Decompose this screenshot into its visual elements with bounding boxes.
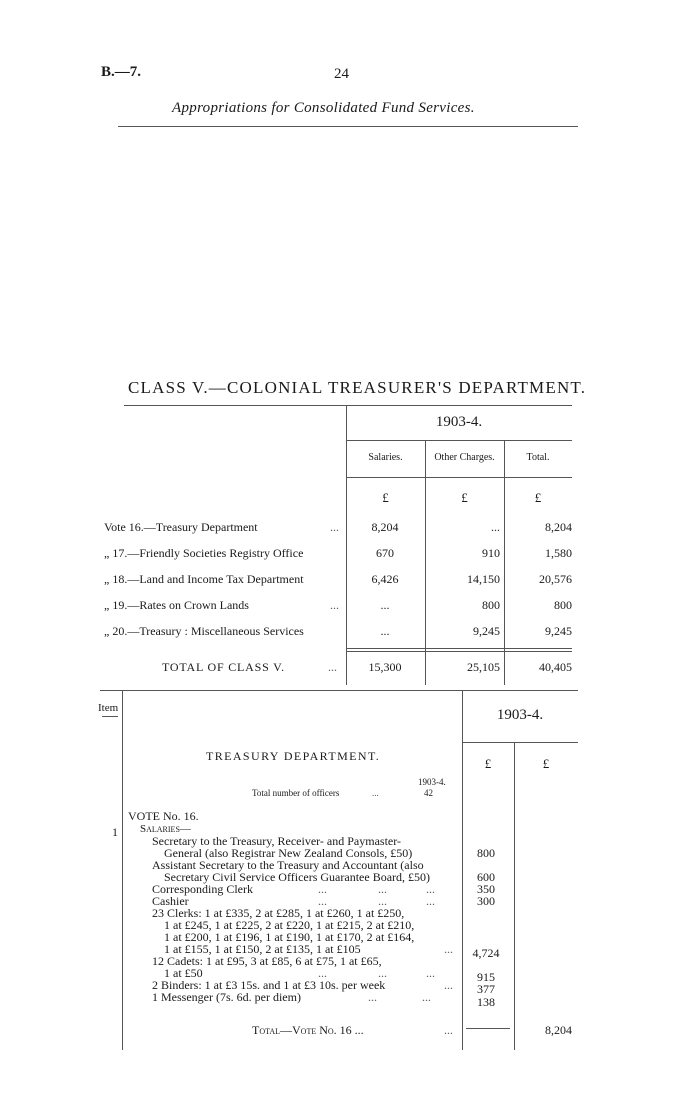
amount-cell: 4,724 xyxy=(472,946,500,960)
list-item: Assistant Secretary to the Treasury and Accountant (also xyxy=(152,858,424,872)
vote-heading: VOTE No. 16. xyxy=(128,809,199,823)
amount-cell: 800 xyxy=(477,846,495,860)
item-number: 1 xyxy=(112,825,118,839)
other-cell: 9,245 xyxy=(473,624,500,638)
vote-total-amount: 8,204 xyxy=(545,1023,572,1037)
department-title: TREASURY DEPARTMENT. xyxy=(206,749,381,763)
list-item: 2 Binders: 1 at £3 15s. and 1 at £3 10s. per week xyxy=(152,978,386,992)
total-cell: 800 xyxy=(554,598,572,612)
running-title: Appropriations for Consolidated Fund Services. xyxy=(172,100,475,116)
list-item: 23 Clerks: 1 at £335, 2 at £285, 1 at £260, 1 at £250, xyxy=(152,906,405,920)
list-item: 1 at £245, 1 at £225, 2 at £220, 1 at £215, 2 at £210, xyxy=(164,918,415,932)
column-divider xyxy=(346,405,347,685)
other-total: 25,105 xyxy=(467,660,500,674)
currency-symbol: £ xyxy=(534,490,542,505)
amount-cell: 600 xyxy=(477,870,495,884)
amount-cell: 138 xyxy=(477,995,495,1009)
total-cell: 9,245 xyxy=(545,624,572,638)
total-cell: 20,576 xyxy=(539,572,572,586)
salaries-cell: 8,204 xyxy=(371,520,399,534)
item-header: Item xyxy=(98,702,119,714)
total-cell: 1,580 xyxy=(545,546,572,560)
list-item: 1 at £155, 1 at £150, 2 at £135, 1 at £105 xyxy=(164,942,361,956)
table-top-rule xyxy=(124,405,572,406)
currency-symbol: £ xyxy=(484,756,492,771)
other-cell: 800 xyxy=(482,598,500,612)
salaries-cell: ... xyxy=(380,598,390,612)
salaries-cell: 670 xyxy=(376,546,394,560)
salaries-total: 15,300 xyxy=(368,660,402,674)
column-divider xyxy=(514,742,515,1050)
col-header-total: Total. xyxy=(526,452,550,463)
list-item: 1 at £50 xyxy=(164,966,203,980)
other-cell: 14,150 xyxy=(467,572,500,586)
total-label: TOTAL OF CLASS V. xyxy=(162,660,285,674)
page-number: 24 xyxy=(334,66,349,82)
header-rule xyxy=(118,126,578,127)
currency-symbol: £ xyxy=(461,490,468,505)
officers-label: Total number of officers xyxy=(252,788,340,798)
amount-cell: 350 xyxy=(477,882,495,896)
class-title: CLASS V.—COLONIAL TREASURER'S DEPARTMENT. xyxy=(128,378,587,397)
currency-symbol: £ xyxy=(542,756,550,771)
total-cell: 8,204 xyxy=(545,520,572,534)
col-header-other: Other Charges. xyxy=(434,452,495,463)
detail-year: 1903-4. xyxy=(496,707,544,723)
list-item: Cashier xyxy=(152,894,189,908)
col-header-salaries: Salaries. xyxy=(368,452,403,463)
table-top-rule xyxy=(100,690,578,691)
salaries-cell: ... xyxy=(380,624,390,638)
currency-symbol: £ xyxy=(382,490,389,505)
summary-year: 1903-4. xyxy=(435,414,483,430)
page-reference: B.—7. xyxy=(101,64,142,80)
list-item: Corresponding Clerk xyxy=(152,882,253,896)
other-cell: ... xyxy=(491,520,500,534)
item-column-divider xyxy=(122,690,123,1050)
salaries-cell: 6,426 xyxy=(371,572,399,586)
row-label: „ 20.—Treasury : Miscellaneous Services xyxy=(104,624,304,638)
amount-cell: 915 xyxy=(477,970,495,984)
other-cell: 910 xyxy=(482,546,500,560)
amount-cell: 300 xyxy=(477,894,495,908)
list-item: General (also Registrar New Zealand Consols, £50) xyxy=(164,846,413,860)
officers-count: 42 xyxy=(424,788,433,798)
officers-year: 1903-4. xyxy=(418,777,446,787)
list-item: 1 Messenger (7s. 6d. per diem) xyxy=(152,990,301,1004)
salaries-heading: Salaries— xyxy=(140,823,191,835)
list-item: Secretary Civil Service Officers Guarantee Board, £50) xyxy=(164,870,431,884)
row-label: „ 17.—Friendly Societies Registry Office xyxy=(104,546,304,560)
list-item: 1 at £200, 1 at £196, 1 at £190, 1 at £170, 2 at £164, xyxy=(164,930,415,944)
grand-total: 40,405 xyxy=(539,660,572,674)
row-label: „ 18.—Land and Income Tax Department xyxy=(104,572,304,586)
row-label: Vote 16.—Treasury Department xyxy=(104,520,258,534)
row-label: „ 19.—Rates on Crown Lands xyxy=(104,598,249,612)
list-item: Secretary to the Treasury, Receiver- and Paymaster- xyxy=(152,834,401,848)
list-item: 12 Cadets: 1 at £95, 3 at £85, 6 at £75, 1 at £65, xyxy=(152,954,382,968)
amount-cell: 377 xyxy=(477,982,495,996)
vote-total-label: Total—Vote No. 16 ... xyxy=(252,1023,364,1037)
